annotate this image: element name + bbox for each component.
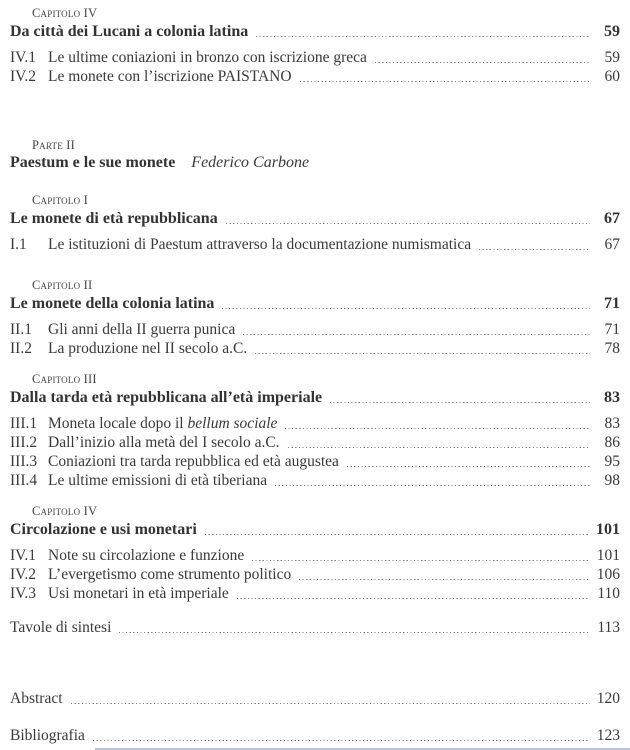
page-number: 86 — [604, 434, 620, 451]
toc-entry — [10, 48, 620, 67]
dotted-leader — [205, 533, 590, 535]
entry-label: Abstract — [10, 690, 63, 707]
toc-chapter-entry — [10, 22, 620, 41]
page-number: 95 — [604, 453, 620, 470]
dotted-leader — [119, 631, 590, 633]
dotted-leader — [275, 484, 590, 486]
entry-label: Le monete con l’iscrizione PAISTANO — [48, 68, 292, 85]
toc-chapter-entry — [10, 209, 620, 228]
toc-entry-abstract — [10, 689, 620, 708]
entry-label: Note su circolazione e funzione — [48, 547, 245, 564]
toc-section-capitolo-4-part1 — [10, 6, 620, 86]
page-number: 83 — [604, 415, 620, 432]
entry-number: III.1 — [10, 415, 38, 432]
toc-entry — [10, 67, 620, 86]
toc-entry — [10, 565, 620, 584]
page-number: 78 — [604, 340, 620, 357]
chapter-kicker: Capitolo IV — [32, 6, 98, 20]
entry-number: III.2 — [10, 434, 38, 451]
chapter-title: Circolazione e usi monetari — [10, 521, 197, 538]
page-number: 106 — [596, 566, 620, 583]
toc-entry — [10, 584, 620, 603]
page-number: 101 — [596, 521, 620, 538]
part-title-row — [10, 153, 620, 173]
toc-entry — [10, 546, 620, 565]
toc-entry-tavole — [10, 618, 620, 637]
page-number: 59 — [604, 23, 620, 40]
entry-number: IV.2 — [10, 566, 36, 583]
page-number: 101 — [596, 547, 620, 564]
chapter-kicker: Capitolo II — [32, 278, 93, 292]
dotted-leader — [93, 739, 590, 741]
entry-number: IV.1 — [10, 547, 36, 564]
toc-chapter-entry — [10, 294, 620, 313]
entry-label: Usi monetari in età imperiale — [48, 585, 229, 602]
toc-items — [10, 320, 620, 358]
entry-label: L’evergetismo come strumento politico — [48, 566, 292, 583]
page-number: 98 — [604, 472, 620, 489]
chapter-kicker: Capitolo IV — [32, 504, 98, 518]
entry-number: IV.2 — [10, 68, 36, 85]
toc-chapter-entry — [10, 520, 620, 539]
chapter-title: Le monete di età repubblicana — [10, 210, 218, 227]
dotted-leader — [330, 401, 590, 403]
entry-number: I.1 — [10, 236, 27, 253]
page-number: 120 — [596, 690, 620, 707]
entry-label: Moneta locale dopo il — [48, 415, 188, 432]
entry-label: Le ultime emissioni di età tiberiana — [48, 472, 268, 489]
dotted-leader — [255, 352, 590, 354]
page-number: 113 — [597, 619, 620, 636]
entry-label-italic: bellum sociale — [187, 415, 278, 432]
toc-items — [10, 48, 620, 86]
entry-number: II.1 — [10, 321, 32, 338]
dotted-leader — [71, 702, 590, 704]
toc-chapter-entry — [10, 388, 620, 407]
entry-label: Tavole di sintesi — [10, 619, 112, 636]
entry-number: III.4 — [10, 472, 38, 489]
page-number: 67 — [604, 210, 620, 227]
entry-label: La produzione nel II secolo a.C. — [48, 340, 248, 357]
part-title: Paestum e le sue monete — [10, 154, 176, 171]
page-number: 110 — [597, 585, 620, 602]
part-kicker: Parte II — [32, 138, 75, 152]
toc-section-capitolo-4-part2 — [10, 504, 620, 603]
page-number: 83 — [604, 389, 620, 406]
dotted-leader — [375, 61, 590, 63]
entry-number: IV.3 — [10, 585, 36, 602]
entry-label: Le istituzioni di Paestum attraverso la documentazione numismatica — [48, 236, 472, 253]
dotted-leader — [222, 307, 590, 309]
dotted-leader — [256, 35, 590, 37]
toc-entry — [10, 433, 620, 452]
toc-entry — [10, 414, 620, 433]
dotted-leader — [237, 597, 590, 599]
entry-number: II.2 — [10, 340, 32, 357]
part-author: Federico Carbone — [191, 154, 310, 171]
toc-items — [10, 235, 620, 254]
chapter-kicker: Capitolo III — [32, 372, 97, 386]
entry-label: Dall’inizio alla metà del I secolo a.C. — [48, 434, 280, 451]
toc-section-capitolo-2 — [10, 278, 620, 358]
toc-entry — [10, 320, 620, 339]
page-number: 67 — [604, 236, 620, 253]
dotted-leader — [300, 80, 590, 82]
dotted-leader — [288, 446, 590, 448]
chapter-title: Da città dei Lucani a colonia latina — [10, 23, 249, 40]
dotted-leader — [285, 427, 590, 429]
chapter-title: Dalla tarda età repubblicana all’età imperiale — [10, 389, 323, 406]
toc-section-parte-2 — [10, 138, 620, 173]
toc-entry — [10, 235, 620, 254]
dotted-leader — [226, 222, 590, 224]
chapter-title: Le monete della colonia latina — [10, 295, 215, 312]
page-number: 71 — [604, 321, 620, 338]
chapter-kicker: Capitolo I — [32, 193, 88, 207]
toc-section-capitolo-3 — [10, 372, 620, 490]
entry-number: III.3 — [10, 453, 38, 470]
entry-label: Gli anni della II guerra punica — [48, 321, 236, 338]
toc-entry-bibliografia — [10, 726, 620, 745]
entry-number: IV.1 — [10, 49, 36, 66]
toc-entry — [10, 452, 620, 471]
dotted-leader — [347, 465, 590, 467]
dotted-leader — [243, 333, 590, 335]
dotted-leader — [479, 248, 590, 250]
page-number: 71 — [604, 295, 620, 312]
entry-label: Bibliografia — [10, 727, 85, 744]
toc-items — [10, 414, 620, 490]
dotted-leader — [252, 559, 590, 561]
toc-items — [10, 546, 620, 603]
toc-entry — [10, 339, 620, 358]
toc-entry — [10, 471, 620, 490]
page-number: 59 — [604, 49, 620, 66]
page-number: 60 — [604, 68, 620, 85]
entry-label: Coniazioni tra tarda repubblica ed età augustea — [48, 453, 339, 470]
page-number: 123 — [596, 727, 620, 744]
toc-section-capitolo-1 — [10, 193, 620, 254]
entry-label: Le ultime coniazioni in bronzo con iscrizione greca — [48, 49, 367, 66]
dotted-leader — [299, 578, 590, 580]
